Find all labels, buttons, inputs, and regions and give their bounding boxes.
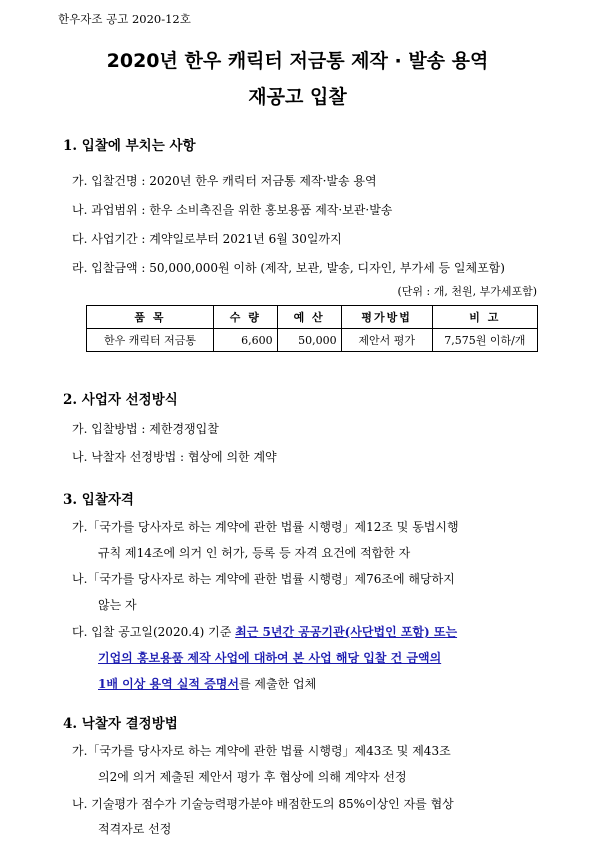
- section-2-item-ga: 가. 입찰방법 : 제한경쟁입찰: [72, 422, 219, 436]
- table-header-row: [87, 306, 538, 329]
- section-3-item-na-line1: 나.「국가를 당사자로 하는 계약에 관한 법률 시행령」제76조에 해당하지: [72, 572, 455, 586]
- section-4-item-na-line2: 적격자로 선정: [98, 822, 172, 836]
- section-4-item-na-line1: 나. 기술평가 점수가 기술능력평가분야 배점한도의 85%이상인 자를 협상: [72, 797, 454, 811]
- section-3-item-ga-line2: 규칙 제14조에 의거 인 허가, 등록 등 자격 요건에 적합한 자: [98, 546, 411, 560]
- table-header-cell: 품 목: [87, 306, 214, 329]
- document-title: 2020년 한우 캐릭터 저금통 제작 · 발송 용역: [106, 50, 489, 72]
- section-3-item-na-line2: 않는 자: [98, 598, 137, 612]
- section-4-heading: 4. 낙찰자 결정방법: [63, 716, 178, 732]
- section-3-highlight-3: 1배 이상 용역 실적 증명서: [98, 677, 239, 691]
- document-number: 한우자조 공고 2020-12호: [58, 12, 191, 26]
- section-3-item-ga-line1: 가.「국가를 당사자로 하는 계약에 관한 법률 시행령」제12조 및 동법시행: [72, 520, 459, 534]
- table-row: [87, 329, 538, 352]
- table-header-cell: 수 량: [213, 306, 277, 329]
- section-3-item-da-line2: [98, 649, 441, 666]
- section-2-heading: 2. 사업자 선정방식: [63, 392, 178, 408]
- section-3-item-da-line1: [72, 623, 457, 640]
- table-header-cell: 평가방법: [341, 306, 432, 329]
- section-1-item-da: 다. 사업기간 : 계약일로부터 2021년 6월 30일까지: [72, 232, 342, 246]
- section-4-item-ga-line1: 가.「국가를 당사자로 하는 계약에 관한 법률 시행령」제43조 및 제43조: [72, 744, 451, 758]
- table-cell: 6,600: [213, 329, 277, 352]
- section-3-item-da-line3: [98, 675, 316, 692]
- table-cell: 50,000: [277, 329, 341, 352]
- section-3-highlight-1: 최근 5년간 공공기관(사단법인 포함) 또는: [235, 625, 458, 639]
- section-1-heading: 1. 입찰에 부치는 사항: [63, 138, 196, 154]
- table-cell: 한우 캐릭터 저금통: [87, 329, 214, 352]
- unit-note: (단위 : 개, 천원, 부가세포함): [397, 285, 537, 298]
- section-1-item-ra: 라. 입찰금액 : 50,000,000원 이하 (제작, 보관, 발송, 디자인, 부가세 등 일체포함): [72, 261, 505, 275]
- document-subtitle: 재공고 입찰: [248, 86, 347, 108]
- section-3-highlight-2: 기업의 홍보용품 제작 사업에 대하여 본 사업 해당 입찰 건 금액의: [98, 651, 442, 665]
- section-1-item-na: 나. 과업범위 : 한우 소비촉진을 위한 홍보용품 제작·보관·발송: [72, 203, 393, 217]
- table-cell: 7,575원 이하/개: [432, 329, 537, 352]
- section-3-heading: 3. 입찰자격: [63, 492, 134, 508]
- table-header-cell: 비 고: [432, 306, 537, 329]
- section-2-item-na: 나. 낙찰자 선정방법 : 협상에 의한 계약: [72, 450, 277, 464]
- section-3-item-da-suffix: 를 제출한 업체: [238, 677, 317, 691]
- section-1-item-ga: 가. 입찰건명 : 2020년 한우 캐릭터 저금통 제작·발송 용역: [72, 174, 377, 188]
- table-cell: 제안서 평가: [341, 329, 432, 352]
- items-table: [86, 305, 538, 352]
- table-header-cell: 예 산: [277, 306, 341, 329]
- section-3-item-da-prefix: 다. 입찰 공고일(2020.4) 기준: [72, 625, 236, 639]
- section-4-item-ga-line2: 의2에 의거 제출된 제안서 평가 후 협상에 의해 계약자 선정: [98, 770, 407, 784]
